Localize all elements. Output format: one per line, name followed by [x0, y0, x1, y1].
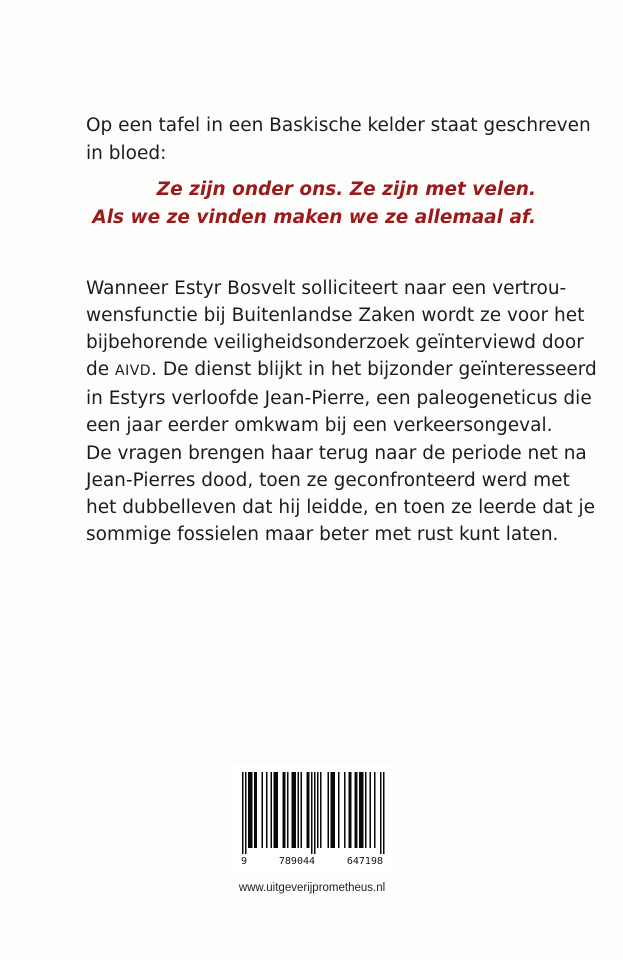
barcode-bar [361, 772, 363, 848]
barcode-bar [359, 772, 361, 848]
barcode-bar [262, 772, 264, 848]
blurb-line: bijbehorende veiligheidsonderzoek geïnterviewd door [86, 332, 584, 354]
barcode-bar [328, 772, 330, 848]
barcode-bar [374, 772, 376, 848]
barcode-bar [248, 772, 250, 848]
barcode-bar [271, 772, 273, 848]
barcode-bar [256, 772, 258, 848]
quote-line: Ze zijn onder ons. Ze zijn met velen. [156, 179, 536, 200]
barcode-bar [295, 772, 297, 848]
barcode-bar [349, 772, 351, 848]
barcode-bar [370, 772, 372, 848]
barcode-bar [338, 772, 340, 848]
barcode-bar [275, 772, 277, 848]
barcode-bar [320, 772, 322, 848]
barcode-bar [284, 772, 286, 848]
blurb-line: een jaar eerder omkwam bij een verkeersongeval. [86, 415, 553, 437]
blurb-text [86, 275, 597, 548]
intro-text [86, 112, 591, 168]
barcode-bar [317, 772, 319, 848]
barcode-bar [251, 772, 253, 848]
publisher-website[interactable]: www.uitgeverijprometheus.nl [238, 882, 386, 894]
barcode-bar [292, 772, 294, 848]
barcode-bar [283, 772, 285, 848]
barcode-bar [277, 772, 279, 848]
barcode-bar [332, 772, 334, 848]
intro-line: in bloed: [86, 143, 167, 164]
intro-line: Op een tafel in een Baskische kelder staat geschreven [86, 115, 591, 136]
quote-line: Als we ze vinden maken we ze allemaal af. [92, 207, 536, 228]
barcode-bar [311, 772, 313, 854]
aivd-abbreviation: AIVD [115, 363, 152, 380]
barcode-bar [298, 772, 300, 848]
blurb-word: de [86, 359, 110, 381]
barcode-bar [266, 772, 268, 848]
blurb-line: Wanneer Estyr Bosvelt solliciteert naar een vertrou- [86, 278, 567, 299]
barcode-bar [334, 772, 336, 848]
blurb-line: in Estyrs verloofde Jean-Pierre, een paleogeneticus die [86, 388, 592, 410]
blurb-line [86, 356, 597, 385]
barcode-bar [365, 772, 367, 848]
isbn-digit-group: 789044 [278, 856, 316, 867]
barcode-bar [314, 772, 316, 854]
blurb-line: wensfunctie bij Buitenlandse Zaken wordt ze voor het [86, 305, 585, 327]
barcode-bar [308, 772, 310, 848]
barcode-bar [307, 772, 309, 848]
blurb-word: . De dienst blijkt in het bijzonder geïnteresseerd [151, 359, 597, 381]
barcode-bar [242, 772, 244, 854]
barcode-bar [380, 772, 382, 854]
barcode-bar [362, 772, 364, 848]
barcode-bar [274, 772, 276, 848]
blurb-line: De vragen brengen haar terug naar de periode net na [86, 442, 587, 464]
barcode-bar [293, 772, 295, 848]
blurb-line: het dubbelleven dat hij leidde, en toen ze leerde dat je [86, 496, 596, 518]
barcode-bar [383, 772, 385, 854]
isbn-barcode [232, 764, 392, 872]
barcode-bar [355, 772, 357, 848]
barcode-bar [254, 772, 256, 848]
barcode-bars [232, 764, 392, 856]
barcode-bar [356, 772, 358, 848]
blood-quote [86, 176, 536, 232]
barcode-bar [344, 772, 346, 848]
barcode-bar [301, 772, 303, 848]
barcode-bar [287, 772, 289, 848]
barcode-bar [245, 772, 247, 854]
isbn-number [241, 856, 383, 868]
blurb-line: sommige fossielen maar beter met rust kunt laten. [86, 523, 559, 545]
barcode-bar [350, 772, 352, 848]
barcode-bar [331, 772, 333, 848]
blurb-line: Jean-Pierres dood, toen ze geconfronteerd werd met [86, 469, 570, 491]
barcode-bar [250, 772, 252, 848]
isbn-digit-group: 647198 [346, 856, 383, 867]
isbn-digit-group: 9 [241, 856, 248, 867]
